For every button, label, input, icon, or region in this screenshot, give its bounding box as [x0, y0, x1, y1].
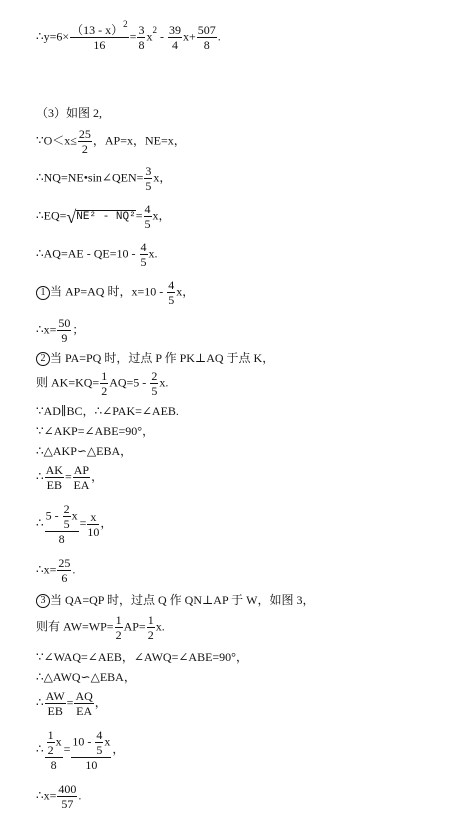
frac-num: 4 — [168, 278, 175, 292]
fraction-ap-ea — [73, 464, 90, 491]
frac-den: 10 — [87, 524, 100, 539]
var-x: x — [71, 508, 78, 523]
frac-den: 2 — [81, 142, 88, 156]
text: x. — [155, 619, 165, 634]
range-line — [36, 128, 186, 155]
ratio3-line — [36, 690, 107, 717]
text: 则有 AW=WP= — [36, 619, 114, 634]
circled-number-2: 2 — [36, 352, 50, 366]
frac-den: 2 — [101, 384, 108, 398]
frac-num: 1 — [115, 613, 122, 627]
case3-line — [36, 594, 315, 608]
text: ∴EQ= — [36, 208, 67, 223]
text: ∴x= — [36, 322, 57, 337]
text: 则 AK=KQ= — [36, 375, 100, 390]
text-y-pre: ∴y=6× — [36, 29, 70, 44]
text: 当 AP=AQ 时，x=10 - — [50, 284, 167, 299]
frac-num: 1 — [101, 369, 108, 383]
frac-num: 1 — [147, 613, 154, 627]
frac-num: 2 — [63, 502, 70, 516]
frac-num: 25 — [78, 127, 91, 141]
frac-den: EB — [46, 478, 62, 492]
frac-num: 4 — [144, 202, 151, 216]
akp-angle-line: ∵∠AKP=∠ABE=90°， — [36, 424, 155, 438]
fraction-3-5 — [144, 165, 152, 192]
frac-num: x — [87, 511, 99, 525]
fraction-4-5 — [167, 279, 175, 306]
frac-den: EA — [73, 478, 90, 492]
frac-den: 57 — [61, 797, 74, 811]
frac-num: （13 - x） — [71, 23, 124, 37]
frac-num: 1 — [47, 728, 54, 742]
ratio4-line — [36, 729, 124, 771]
sqrt-expression — [66, 208, 135, 226]
fraction-400-57 — [57, 783, 77, 810]
text: x， — [152, 208, 171, 223]
aq-line — [36, 241, 158, 268]
frac-num: AP — [73, 463, 90, 477]
text: x. — [148, 246, 158, 261]
radical-sign: √ — [66, 206, 77, 227]
frac-num: 3 — [138, 23, 145, 37]
frac-den: 2 — [47, 743, 54, 757]
fraction-4-5 — [140, 241, 148, 268]
case2-line — [36, 352, 274, 366]
fraction-y-main — [70, 19, 129, 52]
fraction-25-6 — [57, 557, 71, 584]
frac-num: 4 — [140, 240, 147, 254]
text: 10 - — [72, 734, 95, 749]
fraction-1-2 — [47, 729, 55, 756]
similar-triangles-2: ∴△AWQ∽△EBA， — [36, 670, 136, 684]
text: ， — [100, 515, 113, 530]
text: x. — [159, 375, 169, 390]
fraction-1-2 — [100, 370, 108, 397]
fraction-2-5 — [150, 370, 158, 397]
frac-den: 8 — [203, 38, 210, 52]
frac-den: 16 — [93, 38, 106, 52]
superscript: 2 — [123, 19, 128, 29]
y-expression-line — [36, 19, 221, 52]
fraction-507-8 — [197, 24, 217, 51]
circled-number-1: 1 — [36, 286, 50, 300]
fraction-3-8 — [137, 24, 145, 51]
radicand: NE² - NQ² — [76, 211, 136, 223]
text: ∴ — [36, 695, 44, 710]
fraction-39-4 — [168, 24, 182, 51]
period: . — [217, 29, 221, 44]
frac-den: EA — [76, 704, 93, 718]
var-x: x — [104, 734, 111, 749]
text: ∴AQ=AE - QE=10 - — [36, 246, 139, 261]
fraction-1-2 — [147, 614, 155, 641]
frac-num: 2 — [151, 369, 158, 383]
nq-line — [36, 165, 171, 192]
ratio2-line — [36, 503, 112, 545]
equals: = — [63, 741, 71, 756]
text: x， — [153, 170, 172, 185]
ad-parallel-line: ∵AD∥BC，∴∠PAK=∠AEB. — [36, 404, 179, 418]
fraction-50-9 — [57, 317, 71, 344]
fraction-ak-eb — [45, 464, 64, 491]
text-xplus: x+ — [182, 29, 196, 44]
compound-fraction — [71, 729, 111, 771]
frac-den: 2 — [115, 628, 122, 642]
ratio1-line — [36, 464, 103, 491]
text: ； — [72, 322, 85, 337]
frac-den: 4 — [171, 38, 178, 52]
fraction-1-2 — [115, 614, 123, 641]
fraction-2-5 — [63, 503, 71, 530]
circled-number-3: 3 — [36, 594, 50, 608]
var-x: x — [146, 29, 153, 44]
frac-num: 50 — [58, 316, 71, 330]
text: ∴ — [36, 515, 44, 530]
frac-num: AW — [45, 689, 65, 703]
equals: = — [64, 469, 72, 484]
frac-den: EB — [47, 704, 63, 718]
frac-den: 5 — [96, 743, 103, 757]
var-x: x — [55, 734, 62, 749]
frac-den: 2 — [147, 628, 154, 642]
text: 5 - — [45, 508, 62, 523]
case1-result-line — [36, 317, 84, 344]
frac-num: 400 — [58, 782, 77, 796]
text: . — [78, 788, 82, 803]
frac-num: 507 — [197, 23, 216, 37]
case2-result-line — [36, 557, 75, 584]
frac-den: 5 — [140, 255, 147, 269]
text: ∴ — [36, 469, 44, 484]
frac-den: 5 — [168, 293, 175, 307]
ak-line — [36, 370, 168, 397]
text: 当 QA=QP 时，过点 Q 作 QN⊥AP 于 W，如图 3， — [50, 593, 315, 607]
frac-den: 5 — [145, 179, 152, 193]
text: ， — [94, 695, 107, 710]
text: AQ=5 - — [109, 375, 150, 390]
eq-line — [36, 203, 171, 230]
compound-fraction — [45, 503, 79, 545]
text: ， — [112, 741, 125, 756]
text: x， — [176, 284, 195, 299]
text: ，AP=x，NE=x， — [92, 133, 186, 148]
frac-num: 4 — [96, 728, 103, 742]
compound-fraction — [45, 729, 63, 771]
frac-num: AQ — [75, 689, 93, 703]
frac-num: 3 — [145, 164, 152, 178]
aw-line — [36, 614, 165, 641]
text: ∴x= — [36, 788, 57, 803]
frac-num: 25 — [58, 556, 71, 570]
case1-line — [36, 279, 194, 306]
frac-den: 5 — [144, 217, 151, 231]
frac-den: 5 — [151, 384, 158, 398]
frac-den: 5 — [63, 517, 70, 531]
fraction-4-5 — [144, 203, 152, 230]
text: 当 PA=PQ 时，过点 P 作 PK⊥AQ 于点 K， — [50, 351, 275, 365]
frac-den: 9 — [61, 331, 68, 345]
part3-heading: （3）如图 2, — [36, 106, 103, 120]
fraction-aw-eb — [45, 690, 66, 717]
frac-den: 6 — [61, 571, 68, 585]
text: ∴x= — [36, 562, 57, 577]
fraction-4-5 — [95, 729, 103, 756]
text: ∴ — [36, 741, 44, 756]
waq-angle-line: ∵∠WAQ=∠AEB，∠AWQ=∠ABE=90°， — [36, 650, 248, 664]
equals: = — [129, 29, 137, 44]
minus: - — [156, 29, 167, 44]
frac-den: 8 — [138, 38, 145, 52]
fraction-x-10 — [87, 511, 99, 538]
frac-num: AK — [45, 463, 63, 477]
frac-num: 39 — [168, 23, 181, 37]
equals: = — [135, 208, 143, 223]
text: . — [72, 562, 76, 577]
fraction-aq-ea — [74, 690, 93, 717]
text: AP= — [123, 619, 146, 634]
frac-den: 10 — [85, 758, 98, 772]
fraction-25-2 — [78, 128, 92, 155]
superscript: 2 — [152, 25, 157, 36]
case3-result-line — [36, 783, 81, 810]
frac-den: 8 — [58, 532, 65, 546]
similar-triangles-1: ∴△AKP∽△EBA， — [36, 444, 133, 458]
frac-den: 8 — [50, 758, 57, 772]
text: ， — [91, 469, 104, 484]
equals: = — [79, 515, 87, 530]
equals: = — [66, 695, 74, 710]
text: ∵O＜x≤ — [36, 133, 77, 148]
text: ∴NQ=NE•sin∠QEN= — [36, 170, 144, 185]
